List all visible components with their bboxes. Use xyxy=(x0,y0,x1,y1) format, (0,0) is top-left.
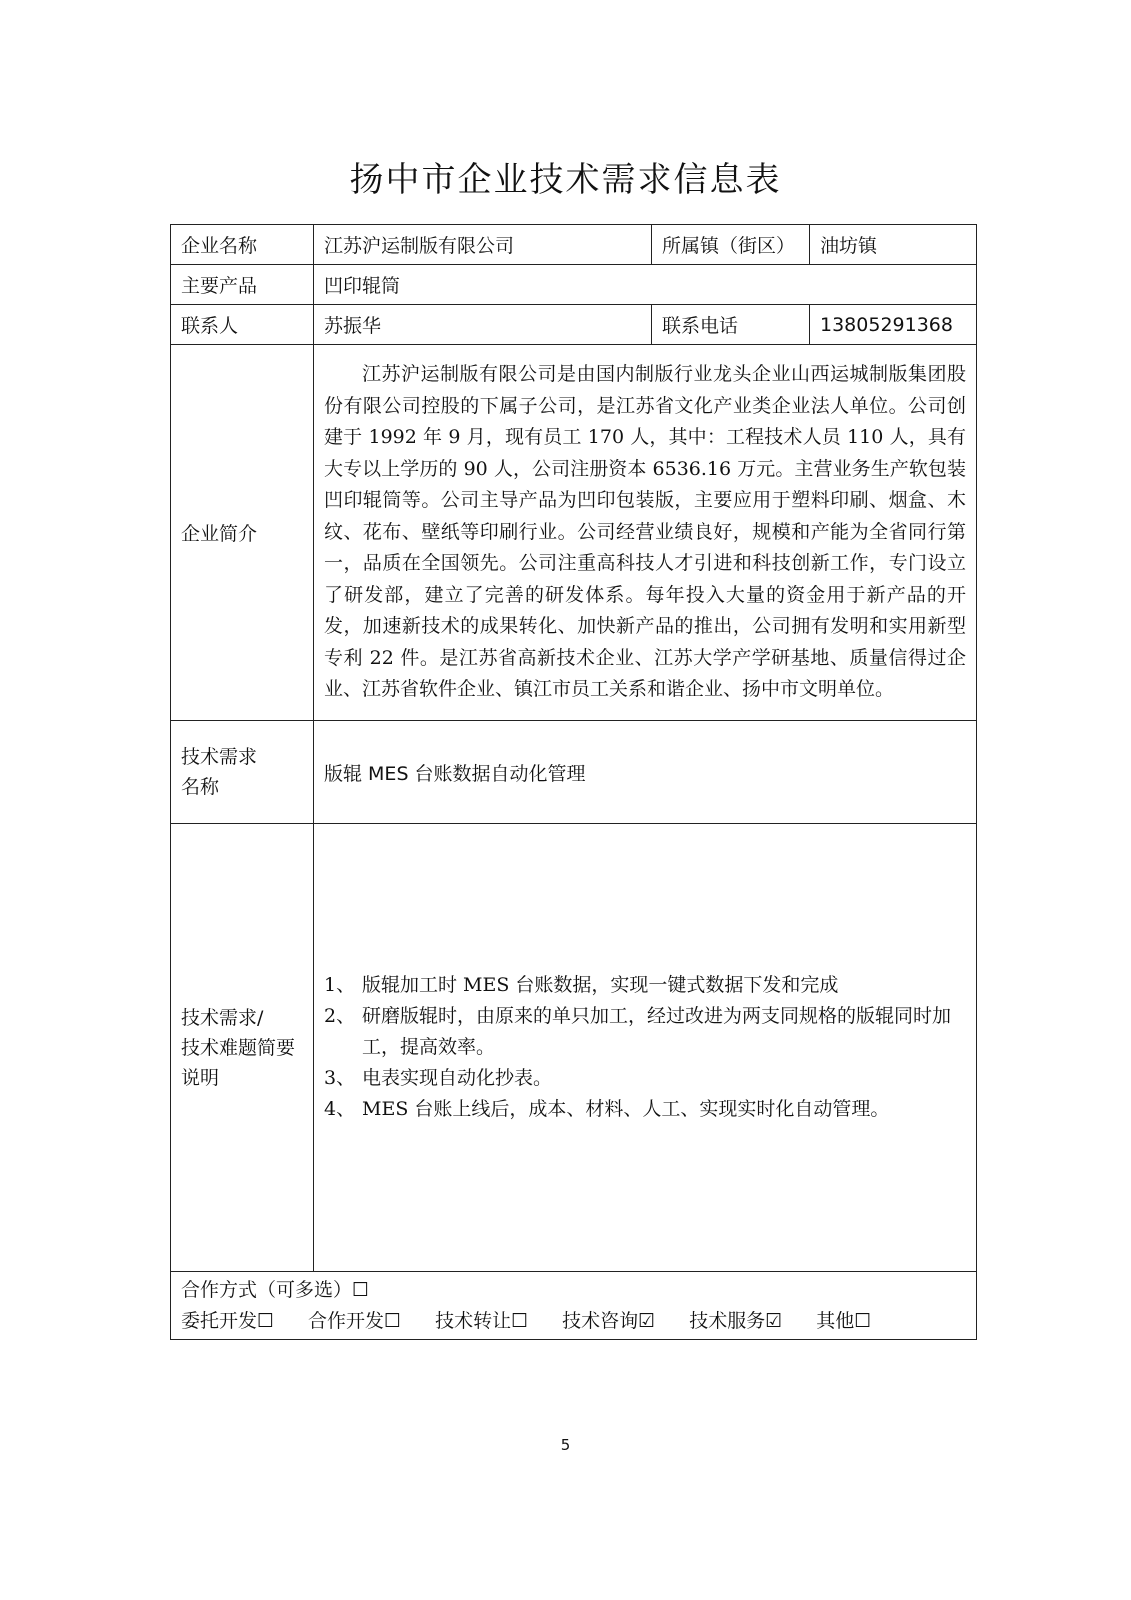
list-item-number: 4、 xyxy=(324,1098,356,1120)
list-item xyxy=(324,1063,966,1094)
page-number: 5 xyxy=(560,1436,571,1454)
list-item-number: 3、 xyxy=(324,1067,356,1089)
option-cooperative-development[interactable]: 合作开发☐ xyxy=(308,1309,402,1332)
product-value: 凹印辊筒 xyxy=(314,265,977,305)
option-other[interactable]: 其他☐ xyxy=(816,1309,872,1332)
list-item xyxy=(324,1001,966,1063)
product-label: 主要产品 xyxy=(171,265,314,305)
req-name-label-line2: 名称 xyxy=(181,776,220,798)
list-item-text: MES 台账上线后，成本、材料、人工、实现实时化自动管理。 xyxy=(362,1098,890,1120)
list-item-number: 2、 xyxy=(324,1005,356,1027)
document-title: 扬中市企业技术需求信息表 xyxy=(349,160,782,200)
list-item-text: 电表实现自动化抄表。 xyxy=(362,1067,553,1089)
phone-value: 13805291368 xyxy=(810,305,977,345)
contact-row xyxy=(171,305,977,345)
list-item xyxy=(324,970,966,1001)
product-row xyxy=(171,265,977,305)
company-name-label: 企业名称 xyxy=(171,225,314,265)
phone-label: 联系电话 xyxy=(652,305,810,345)
list-item xyxy=(324,1094,966,1125)
req-desc-label-line1: 技术需求/ xyxy=(181,1006,264,1029)
req-desc-label-line3: 说明 xyxy=(181,1066,220,1089)
company-name-row xyxy=(171,225,977,265)
list-item-text: 研磨版辊时，由原来的单只加工，经过改进为两支同规格的版辊同时加工，提高效率。 xyxy=(362,1005,952,1058)
req-desc-row xyxy=(171,824,977,1272)
req-name-value: 版辊 MES 台账数据自动化管理 xyxy=(314,721,977,824)
requirement-list xyxy=(324,970,966,1125)
company-intro-text: 江苏沪运制版有限公司是由国内制版行业龙头企业山西运城制版集团股份有限公司控股的下属子公司，是江苏省文化产业类企业法人单位。公司创建于 1992 年 9 月，现有员工 170 人，其中：工程技术人员 110 人，具有大专以上学历的 90 人，公司注册资本 6536.16 万元。主营业务生产软包装凹印辊筒等。公司主导产品为凹印包装版，主要应用于塑料印刷、烟盒、木纹、花布、壁纸等印刷行业。公司经营业绩良好，规模和产能为全省同行第一，品质在全国领先。公司注重高科技人才引进和科技创新工作，专门设立了研发部，建立了完善的研发体系。每年投入大量的资金用于新产品的开发，加速新技术的成果转化、加快新产品的推出，公司拥有发明和实用新型专利 22 件。是江苏省高新技术企业、江苏大学产学研基地、质量信得过企业、江苏省软件企业、镇江市员工关系和谐企业、扬中市文明单位。 xyxy=(324,363,966,701)
intro-cell xyxy=(314,345,977,721)
intro-row xyxy=(171,345,977,721)
req-desc-label xyxy=(171,824,314,1272)
cooperation-row xyxy=(171,1272,977,1340)
list-item-text: 版辊加工时 MES 台账数据，实现一键式数据下发和完成 xyxy=(362,974,839,996)
town-label: 所属镇（街区） xyxy=(652,225,810,265)
company-name-value: 江苏沪运制版有限公司 xyxy=(314,225,652,265)
cooperation-label: 合作方式（可多选）☐ xyxy=(181,1278,370,1301)
cooperation-cell xyxy=(171,1272,977,1340)
contact-label: 联系人 xyxy=(171,305,314,345)
req-name-row xyxy=(171,721,977,824)
town-value: 油坊镇 xyxy=(810,225,977,265)
req-name-label-line1: 技术需求 xyxy=(181,746,258,768)
info-table xyxy=(170,224,977,1340)
option-commissioned-development[interactable]: 委托开发☐ xyxy=(181,1309,275,1332)
req-desc-cell xyxy=(314,824,977,1272)
contact-value: 苏振华 xyxy=(314,305,652,345)
cooperation-options xyxy=(181,1306,966,1337)
option-technical-consulting[interactable]: 技术咨询☑ xyxy=(562,1309,656,1332)
list-item-number: 1、 xyxy=(324,974,356,996)
option-technical-service[interactable]: 技术服务☑ xyxy=(689,1309,783,1332)
intro-label: 企业简介 xyxy=(171,345,314,721)
req-name-label xyxy=(171,721,314,824)
req-desc-label-line2: 技术难题简要 xyxy=(181,1036,296,1059)
option-technology-transfer[interactable]: 技术转让☐ xyxy=(435,1309,529,1332)
